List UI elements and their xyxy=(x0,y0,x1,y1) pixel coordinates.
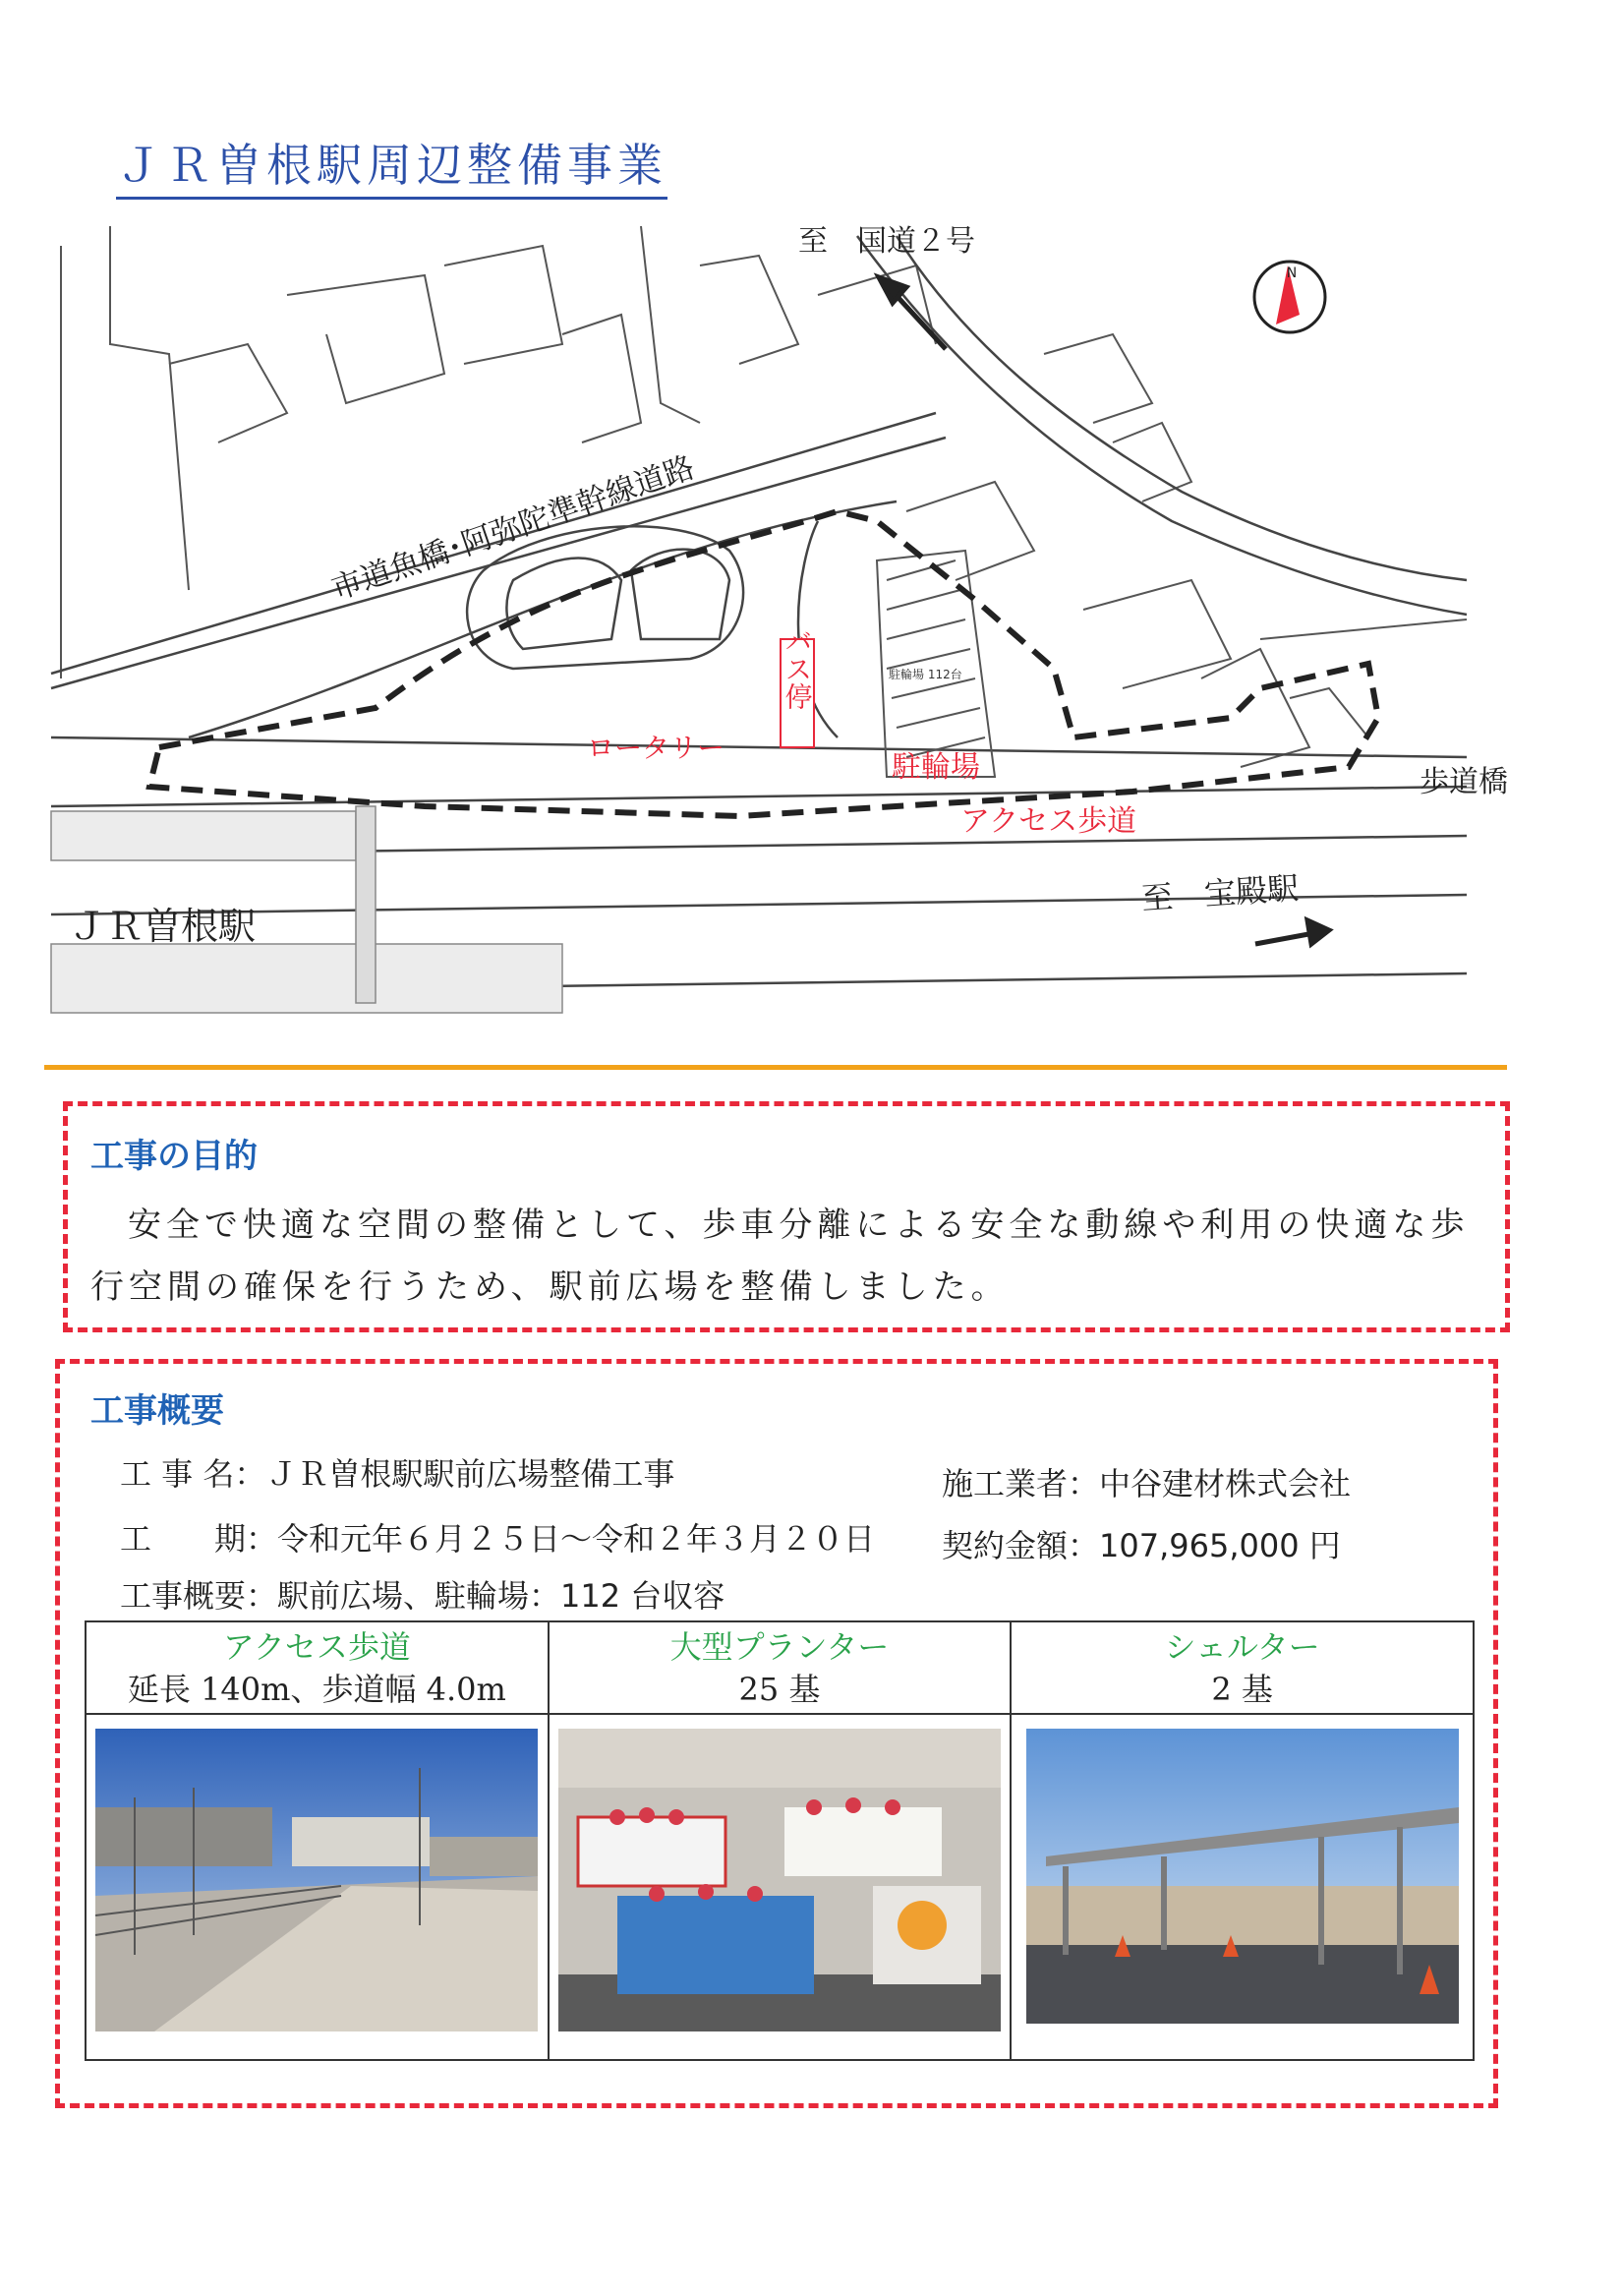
summary-value: 駅前広場、駐輪場：112 台収容 xyxy=(277,1577,725,1615)
photo-cell xyxy=(1011,1714,1474,2060)
name-value: ＪＲ曽根駅駅前広場整備工事 xyxy=(265,1455,675,1493)
facility-detail: 25 基 xyxy=(738,1671,821,1708)
photo-cell xyxy=(549,1714,1012,2060)
summary-label: 工事概要： xyxy=(120,1577,278,1615)
purpose-text: 安全で快適な空間の整備として、歩車分離による安全な動線や利用の快適な歩行空間の確保を行うため、駅前広場を整備しました。 xyxy=(90,1206,1470,1307)
overview-heading: 工事概要 xyxy=(90,1391,224,1431)
section-divider xyxy=(44,1065,1507,1070)
name-label: 工 事 名： xyxy=(120,1455,266,1493)
access-walkway-photo xyxy=(95,1729,538,2031)
facility-name: シェルター xyxy=(1164,1628,1320,1666)
facility-detail: 延長 140m、歩道幅 4.0m xyxy=(127,1671,506,1708)
purpose-heading: 工事の目的 xyxy=(90,1137,258,1176)
label-bike-parking: 駐輪場 xyxy=(892,750,980,785)
label-to-hoden: 至 宝殿駅 xyxy=(1139,868,1301,917)
facility-name: アクセス歩道 xyxy=(222,1628,411,1666)
label-rotary: ロータリー xyxy=(587,732,725,764)
label-access-walkway: アクセス歩道 xyxy=(960,804,1137,839)
overview-name-row xyxy=(120,1449,674,1495)
label-city-road: 市道魚橋･阿弥陀準幹線道路 xyxy=(326,449,699,608)
contractor-value: 中谷建材株式会社 xyxy=(1099,1465,1352,1502)
facilities-table xyxy=(85,1620,1475,2061)
amount-value: 107,965,000 円 xyxy=(1099,1527,1341,1564)
page-title: ＪＲ曽根駅周辺整備事業 xyxy=(116,130,667,200)
overview-amount-row xyxy=(942,1521,1341,1566)
label-to-route2: 至 国道２号 xyxy=(798,224,975,259)
contractor-label: 施工業者： xyxy=(942,1465,1100,1502)
shelter-photo xyxy=(1026,1729,1459,2024)
label-footbridge: 歩道橋 xyxy=(1420,765,1508,799)
label-bus-stop: バス停 xyxy=(781,627,814,710)
label-bike-capacity: 駐輪場 112台 xyxy=(889,668,962,681)
overview-summary-row xyxy=(120,1571,725,1617)
overview-period-row xyxy=(120,1514,875,1560)
label-station: ＪＲ曽根駅 xyxy=(69,905,257,948)
period-label: 工 期： xyxy=(120,1520,278,1558)
facility-detail: 2 基 xyxy=(1211,1671,1273,1708)
facility-cell xyxy=(549,1621,1012,1714)
amount-label: 契約金額： xyxy=(942,1527,1100,1564)
facility-name: 大型プランター xyxy=(669,1628,890,1666)
facility-cell xyxy=(86,1621,549,1714)
facility-cell xyxy=(1011,1621,1474,1714)
site-map xyxy=(51,224,1508,1052)
photo-cell xyxy=(86,1714,549,2060)
north-mark: N xyxy=(1286,265,1298,281)
overview-contractor-row xyxy=(942,1459,1351,1504)
planter-photo xyxy=(558,1729,1001,2031)
period-value: 令和元年６月２５日～令和２年３月２０日 xyxy=(277,1520,876,1558)
